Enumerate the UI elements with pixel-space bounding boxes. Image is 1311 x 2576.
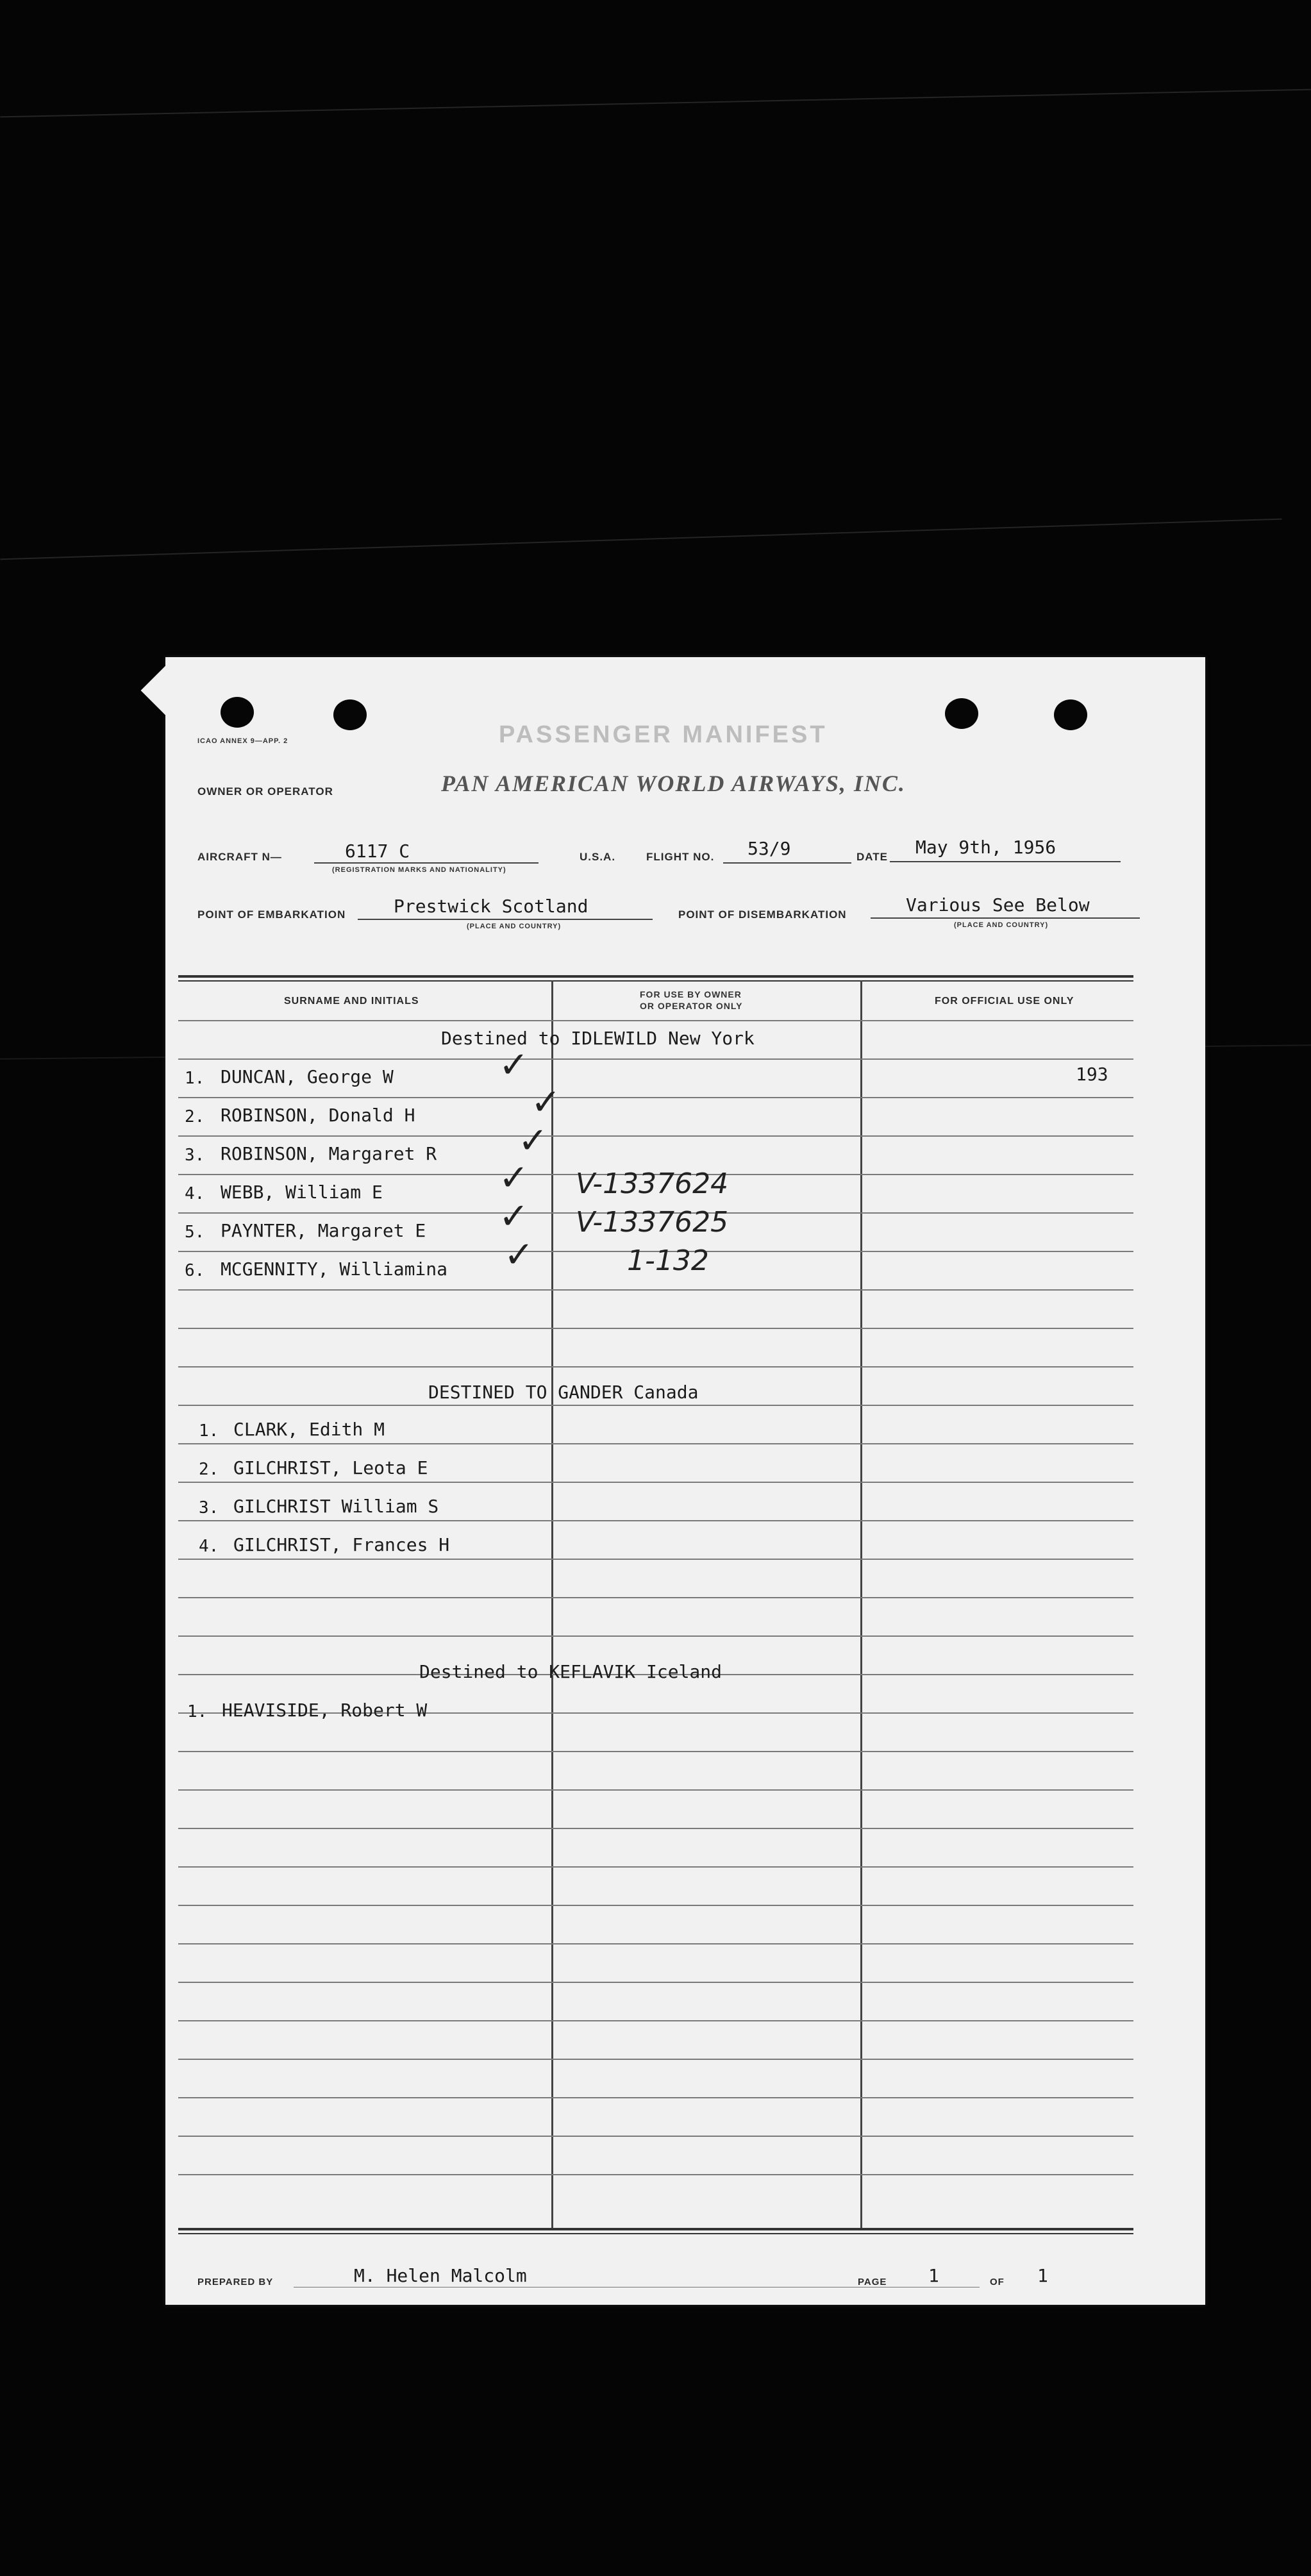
- film-scratch: [0, 89, 1311, 118]
- punch-hole: [333, 699, 367, 730]
- table-top-rule: [178, 975, 1133, 978]
- table-row-line: [178, 2136, 1133, 2137]
- passenger-name: HEAVISIDE, Robert W: [222, 1700, 428, 1721]
- table-row-line: [178, 1982, 1133, 1983]
- passenger-name: ROBINSON, Margaret R: [221, 1143, 437, 1164]
- row-number: 3.: [199, 1498, 219, 1518]
- table-row-line: [178, 1289, 1133, 1291]
- passenger-name: GILCHRIST William S: [233, 1496, 439, 1517]
- row-number: 6.: [185, 1261, 205, 1280]
- passenger-name: PAYNTER, Margaret E: [221, 1220, 426, 1241]
- col-owner-header-1: FOR USE BY OWNER: [640, 989, 742, 999]
- table-row-line: [178, 1559, 1133, 1560]
- group-heading-idlewild: Destined to IDLEWILD New York: [441, 1028, 755, 1049]
- table-row-line: [178, 1366, 1133, 1367]
- check-mark: ✓: [499, 1196, 529, 1237]
- field-underline: [723, 862, 851, 864]
- check-mark: ✓: [504, 1234, 534, 1276]
- aircraft-value: 6117 C: [345, 841, 410, 862]
- punch-hole: [221, 697, 254, 728]
- punch-hole: [1054, 699, 1087, 730]
- table-row-line: [178, 2020, 1133, 2021]
- passenger-name: WEBB, William E: [221, 1182, 383, 1203]
- table-row-line: [178, 1405, 1133, 1406]
- table-row-line: [178, 2097, 1133, 2098]
- passenger-name: GILCHRIST, Leota E: [233, 1457, 428, 1478]
- table-top-rule: [178, 980, 1133, 982]
- row-number: 1.: [199, 1421, 219, 1441]
- handwritten-number: V-1337624: [576, 1167, 729, 1200]
- table-row-line: [178, 1597, 1133, 1598]
- table-row-line: [178, 1828, 1133, 1829]
- page-value: 1: [928, 2265, 939, 2286]
- embark-value: Prestwick Scotland: [394, 896, 589, 917]
- of-label: OF: [990, 2277, 1005, 2287]
- table-row-line: [178, 1135, 1133, 1137]
- flight-label: FLIGHT NO.: [646, 851, 715, 863]
- table-row-line: [178, 1328, 1133, 1329]
- table-row-line: [178, 1789, 1133, 1791]
- date-label: DATE: [856, 851, 889, 863]
- of-value: 1: [1037, 2265, 1048, 2286]
- col-official-header: FOR OFFICIAL USE ONLY: [935, 996, 1074, 1007]
- row-number: 2.: [199, 1460, 219, 1479]
- table-row-line: [178, 1866, 1133, 1868]
- field-underline: [358, 919, 653, 920]
- flight-value: 53/9: [747, 838, 791, 859]
- row-number: 5.: [185, 1223, 205, 1242]
- group-heading-gander: DESTINED TO GANDER Canada: [428, 1382, 699, 1403]
- table-row-line: [178, 1020, 1133, 1021]
- table-row-line: [178, 1751, 1133, 1752]
- group-heading-keflavik: Destined to KEFLAVIK Iceland: [419, 1661, 722, 1682]
- passenger-name: ROBINSON, Donald H: [221, 1105, 415, 1126]
- folded-corner: [141, 664, 196, 718]
- aircraft-label: AIRCRAFT N—: [197, 851, 282, 863]
- col-surname-header: SURNAME AND INITIALS: [284, 996, 419, 1007]
- operator-name: PAN AMERICAN WORLD AIRWAYS, INC.: [441, 771, 906, 796]
- row-number: 4.: [185, 1184, 205, 1203]
- place-caption: (PLACE AND COUNTRY): [467, 923, 562, 930]
- official-number: 193: [1076, 1064, 1108, 1085]
- handwritten-number: V-1337625: [576, 1206, 729, 1239]
- row-number: 2.: [185, 1107, 205, 1126]
- annex-code: ICAO ANNEX 9—APP. 2: [197, 737, 288, 745]
- table-row-line: [178, 1943, 1133, 1945]
- table-row-line: [178, 1058, 1133, 1060]
- place-caption-2: (PLACE AND COUNTRY): [954, 921, 1049, 929]
- form-title: PASSENGER MANIFEST: [499, 721, 828, 748]
- field-underline: [890, 861, 1121, 862]
- handwritten-number: 1-132: [627, 1244, 709, 1277]
- aircraft-caption: (REGISTRATION MARKS AND NATIONALITY): [332, 866, 506, 874]
- disembark-value: Various See Below: [906, 894, 1090, 916]
- table-row-line: [178, 1097, 1133, 1098]
- column-divider: [860, 980, 862, 2230]
- table-row-line: [178, 1520, 1133, 1521]
- column-divider: [551, 980, 553, 2230]
- table-row-line: [178, 2059, 1133, 2060]
- field-underline: [314, 862, 539, 864]
- table-row-line: [178, 1635, 1133, 1637]
- row-number: 1.: [185, 1069, 205, 1088]
- owner-label: OWNER OR OPERATOR: [197, 785, 333, 798]
- table-row-line: [178, 1443, 1133, 1444]
- col-owner-header-2: OR OPERATOR ONLY: [640, 1001, 743, 1011]
- table-bottom-rule: [178, 2228, 1133, 2230]
- field-underline: [871, 917, 1140, 919]
- disembark-label: POINT OF DISEMBARKATION: [678, 908, 847, 921]
- prepared-label: PREPARED BY: [197, 2277, 274, 2287]
- embark-label: POINT OF EMBARKATION: [197, 908, 346, 921]
- check-mark: ✓: [499, 1044, 529, 1086]
- passenger-name: DUNCAN, George W: [221, 1066, 394, 1087]
- table-bottom-rule: [178, 2233, 1133, 2234]
- table-row-line: [178, 1482, 1133, 1483]
- check-mark: ✓: [499, 1157, 529, 1199]
- passenger-name: MCGENNITY, Williamina: [221, 1259, 448, 1280]
- page-label: PAGE: [858, 2277, 887, 2287]
- passenger-name: GILCHRIST, Frances H: [233, 1534, 450, 1555]
- table-row-line: [178, 1905, 1133, 1906]
- passenger-name: CLARK, Edith M: [233, 1419, 385, 1440]
- punch-hole: [945, 698, 978, 729]
- prepared-value: M. Helen Malcolm: [354, 2265, 527, 2286]
- table-row-line: [178, 2174, 1133, 2175]
- row-number: 1.: [187, 1702, 208, 1721]
- row-number: 3.: [185, 1146, 205, 1165]
- nationality: U.S.A.: [580, 851, 616, 863]
- row-number: 4.: [199, 1537, 219, 1556]
- manifest-document: [165, 657, 1205, 2305]
- film-scratch: [0, 519, 1282, 560]
- check-mark: ✓: [531, 1082, 561, 1123]
- date-value: May 9th, 1956: [915, 837, 1056, 858]
- check-mark: ✓: [518, 1120, 548, 1162]
